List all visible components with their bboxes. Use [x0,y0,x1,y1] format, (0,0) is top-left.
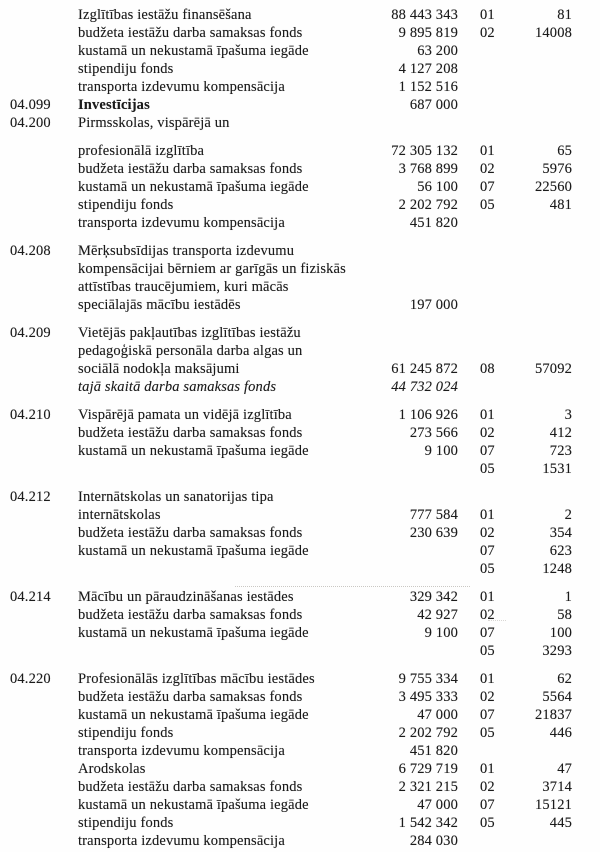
class-value: 15121 [535,797,572,813]
class-code: 05 [480,461,495,477]
class-value: 5976 [542,161,572,177]
class-code: 02 [480,161,495,177]
class-code: 02 [480,607,495,623]
row-amount: 230 639 [409,525,458,541]
row-description: stipendiju fonds [78,61,174,77]
class-value: 1531 [542,461,572,477]
class-value: 57092 [535,361,572,377]
budget-code: 04.200 [10,115,51,131]
row-amount: 47 000 [417,797,458,813]
table-row [10,324,572,342]
row-description: stipendiju fonds [78,725,174,741]
row-amount: 3 768 899 [398,161,458,177]
class-code: 01 [480,507,495,523]
row-amount: 2 202 792 [398,197,458,213]
table-row [10,642,572,660]
class-code: 05 [480,643,495,659]
class-code: 01 [480,7,495,23]
row-amount: 1 542 342 [398,815,458,831]
class-code: 07 [480,707,495,723]
table-row [10,670,572,688]
class-value: 14008 [535,25,572,41]
budget-code: 04.209 [10,325,51,341]
table-row [10,78,572,96]
table-row [10,242,572,260]
row-description: profesionālā izglītība [78,143,205,159]
row-description: Mācību un pāraudzināšanas iestādes [78,589,294,605]
table-row [10,42,572,60]
table-row [10,542,572,560]
row-description: Pirmsskolas, vispārējā un [78,115,230,131]
row-description: stipendiju fonds [78,197,174,213]
row-amount: 687 000 [409,97,458,113]
class-value: 445 [549,815,572,831]
table-row [10,296,572,314]
class-value: 723 [549,443,572,459]
class-code: 05 [480,725,495,741]
class-code: 05 [480,561,495,577]
row-amount: 9 100 [424,443,458,459]
row-amount: 42 927 [417,607,458,623]
row-amount: 9 895 819 [398,25,458,41]
class-value: 47 [557,761,572,777]
row-description: pedagoģiskā personāla darba algas un [78,343,303,359]
row-description: tajā skaitā darba samaksas fonds [78,379,277,395]
table-row [10,506,572,524]
table-row [10,524,572,542]
class-value: 3293 [542,643,572,659]
class-value: 2 [564,507,572,523]
row-description: kompensācijai bērniem ar garīgās un fiziskās [78,261,346,277]
table-row [10,724,572,742]
row-description: transporta izdevumu kompensācija [78,79,285,95]
table-row [10,814,572,832]
class-code: 08 [480,361,495,377]
table-row [10,278,572,296]
row-amount: 56 100 [417,179,458,195]
row-description: Izglītības iestāžu finansēšana [78,7,252,23]
row-amount: 6 729 719 [398,761,458,777]
class-code: 02 [480,425,495,441]
table-row [10,160,572,178]
row-amount: 329 342 [409,589,458,605]
class-code: 01 [480,407,495,423]
class-code: 01 [480,761,495,777]
row-description: kustamā un nekustamā īpašuma iegāde [78,707,309,723]
row-amount: 9 100 [424,625,458,641]
row-description: Vispārējā pamata un vidējā izglītība [78,407,292,423]
table-row [10,760,572,778]
table-row [10,6,572,24]
row-amount: 451 820 [409,215,458,231]
row-description: kustamā un nekustamā īpašuma iegāde [78,43,309,59]
table-row [10,742,572,760]
row-amount: 273 566 [409,425,458,441]
class-value: 21837 [535,707,572,723]
row-description: budžeta iestāžu darba samaksas fonds [78,161,303,177]
table-row [10,378,572,396]
class-value: 3 [564,407,572,423]
table-row [10,196,572,214]
table-row [10,488,572,506]
row-description: budžeta iestāžu darba samaksas fonds [78,425,303,441]
budget-code: 04.210 [10,407,51,423]
class-code: 01 [480,143,495,159]
row-amount: 2 321 215 [398,779,458,795]
row-description: internātskolas [78,507,161,523]
row-amount: 777 584 [409,507,458,523]
class-code: 07 [480,543,495,559]
table-row [10,688,572,706]
table-row [10,114,572,132]
table-row [10,606,572,624]
row-description: budžeta iestāžu darba samaksas fonds [78,689,303,705]
budget-code: 04.220 [10,671,51,687]
row-description: speciālajās mācību iestādēs [78,297,241,313]
table-row [10,778,572,796]
row-amount: 1 106 926 [398,407,458,423]
row-description: Vietējās pakļautības izglītības iestāžu [78,325,301,341]
class-code: 07 [480,443,495,459]
table-row [10,96,572,114]
class-code: 05 [480,815,495,831]
row-amount: 47 000 [417,707,458,723]
row-description: Mērķsubsīdijas transporta izdevumu [78,243,295,259]
class-value: 62 [557,671,572,687]
class-value: 412 [549,425,572,441]
class-code: 05 [480,197,495,213]
row-description: budžeta iestāžu darba samaksas fonds [78,607,303,623]
table-row [10,360,572,378]
row-description: sociālā nodokļa maksājumi [78,361,240,377]
row-description: stipendiju fonds [78,815,174,831]
table-row [10,24,572,42]
row-amount: 284 030 [409,833,458,849]
class-code: 02 [480,779,495,795]
row-amount: 63 200 [417,43,458,59]
row-amount: 451 820 [409,743,458,759]
budget-code: 04.208 [10,243,51,259]
table-row [10,60,572,78]
table-row [10,560,572,578]
row-amount: 4 127 208 [398,61,458,77]
class-code: 02 [480,25,495,41]
class-value: 100 [549,625,572,641]
row-amount: 72 305 132 [391,143,458,159]
class-value: 5564 [542,689,572,705]
row-description: kustamā un nekustamā īpašuma iegāde [78,797,309,813]
row-description: kustamā un nekustamā īpašuma iegāde [78,179,309,195]
row-description: budžeta iestāžu darba samaksas fonds [78,25,303,41]
table-row [10,178,572,196]
row-amount: 2 202 792 [398,725,458,741]
class-value: 81 [557,7,572,23]
class-code: 07 [480,179,495,195]
row-description: kustamā un nekustamā īpašuma iegāde [78,543,309,559]
table-row [10,442,572,460]
table-row [10,460,572,478]
row-description: kustamā un nekustamā īpašuma iegāde [78,625,309,641]
table-row [10,624,572,642]
class-code: 07 [480,797,495,813]
class-value: 3714 [542,779,572,795]
budget-code: 04.214 [10,589,51,605]
row-amount: 197 000 [409,297,458,313]
row-description: transporta izdevumu kompensācija [78,833,285,849]
row-description: Internātskolas un sanatorijas tipa [78,489,274,505]
row-amount: 9 755 334 [398,671,458,687]
class-value: 65 [557,143,572,159]
row-amount: 3 495 333 [398,689,458,705]
table-row [10,214,572,232]
row-description: Arodskolas [78,761,146,777]
row-description: Investīcijas [78,97,150,113]
class-value: 446 [549,725,572,741]
row-amount: 88 443 343 [391,7,458,23]
row-description: attīstības traucējumiem, kuri mācās [78,279,289,295]
class-value: 481 [549,197,572,213]
table-row [10,406,572,424]
class-code: 02 [480,525,495,541]
table-row [10,706,572,724]
table-row [10,796,572,814]
class-value: 354 [549,525,572,541]
budget-code: 04.099 [10,97,51,113]
row-description: kustamā un nekustamā īpašuma iegāde [78,443,309,459]
table-row [10,832,572,850]
table-row [10,424,572,442]
row-description: budžeta iestāžu darba samaksas fonds [78,779,303,795]
class-code: 07 [480,625,495,641]
class-value: 22560 [535,179,572,195]
class-value: 1248 [542,561,572,577]
table-row [10,260,572,278]
table-row [10,142,572,160]
table-row [10,588,572,606]
budget-code: 04.212 [10,489,51,505]
class-code: 01 [480,671,495,687]
class-value: 1 [564,589,572,605]
class-code: 02 [480,689,495,705]
row-description: budžeta iestāžu darba samaksas fonds [78,525,303,541]
budget-table [10,6,572,850]
class-value: 623 [549,543,572,559]
class-value: 58 [557,607,572,623]
row-description: transporta izdevumu kompensācija [78,215,285,231]
row-amount: 61 245 872 [391,361,458,377]
table-row [10,342,572,360]
class-code: 01 [480,589,495,605]
row-description: transporta izdevumu kompensācija [78,743,285,759]
row-amount: 44 732 024 [391,379,458,395]
row-amount: 1 152 516 [398,79,458,95]
row-description: Profesionālās izglītības mācību iestādes [78,671,315,687]
